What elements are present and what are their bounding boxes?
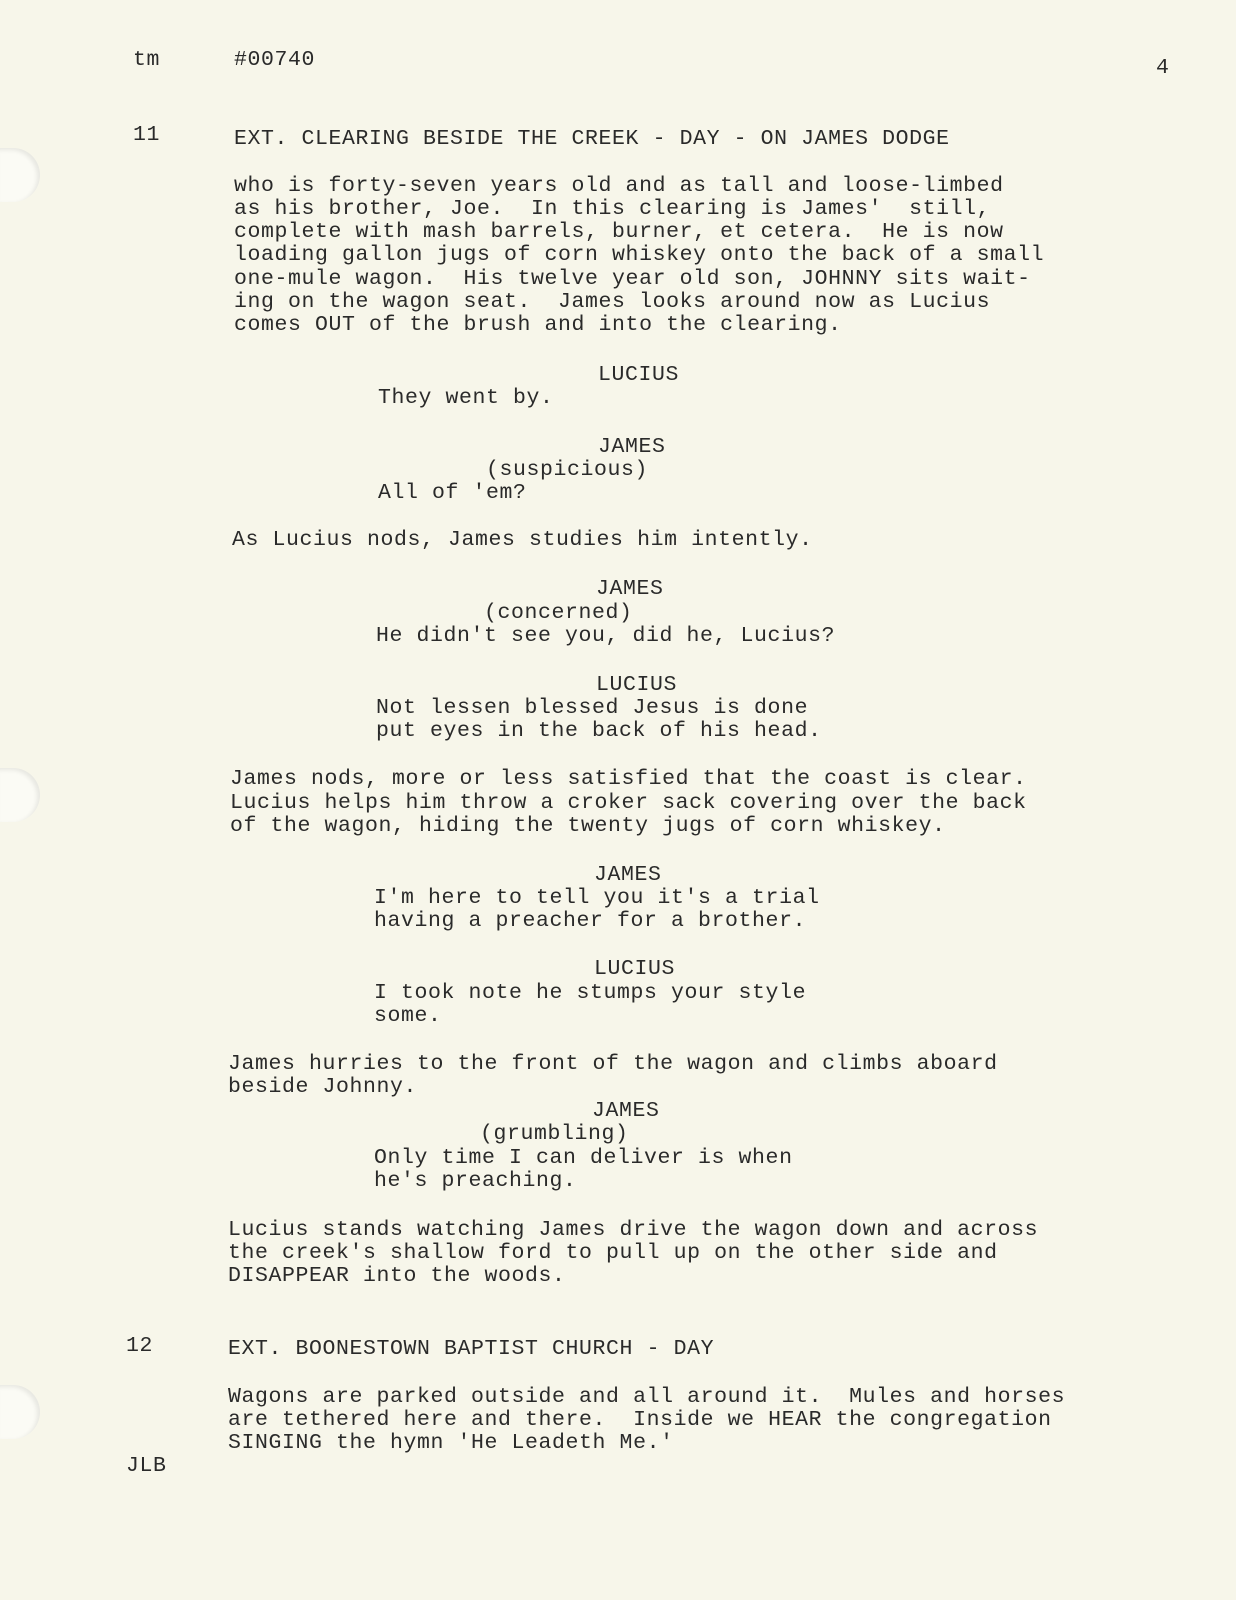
parenthetical: (grumbling) <box>480 1122 629 1146</box>
binder-hole <box>0 148 40 202</box>
action-line: As Lucius nods, James studies him intently. <box>232 528 813 552</box>
dialogue-line: put eyes in the back of his head. <box>376 719 822 743</box>
binder-hole <box>0 768 40 822</box>
binder-hole <box>0 1385 40 1439</box>
dialogue-line: having a preacher for a brother. <box>374 909 807 933</box>
action-line: of the wagon, hiding the twenty jugs of corn whiskey. <box>230 814 946 838</box>
character-name: JAMES <box>594 863 662 887</box>
action-line: Wagons are parked outside and all around it. Mules and horses <box>228 1385 1066 1409</box>
parenthetical: (suspicious) <box>486 458 649 482</box>
footer-initials: JLB <box>126 1454 167 1478</box>
action-line: Lucius stands watching James drive the wagon down and across <box>228 1218 1039 1242</box>
action-line: comes OUT of the brush and into the clearing. <box>234 313 842 337</box>
dialogue-line: He didn't see you, did he, Lucius? <box>376 624 836 648</box>
script-code: #00740 <box>234 48 316 72</box>
character-name: JAMES <box>592 1099 660 1123</box>
character-name: LUCIUS <box>594 957 676 981</box>
dialogue-line: They went by. <box>378 386 554 410</box>
parenthetical: (concerned) <box>484 601 633 625</box>
dialogue-line: Not lessen blessed Jesus is done <box>376 696 809 720</box>
action-line: are tethered here and there. Inside we HEAR the congregation <box>228 1408 1052 1432</box>
action-line: James hurries to the front of the wagon and climbs aboard <box>228 1052 998 1076</box>
page-number: 4 <box>1156 56 1170 80</box>
dialogue-line: some. <box>374 1004 442 1028</box>
action-line: who is forty-seven years old and as tall and loose-limbed <box>234 174 1004 198</box>
character-name: JAMES <box>598 435 666 459</box>
dialogue-line: All of 'em? <box>378 481 527 505</box>
character-name: LUCIUS <box>596 673 678 697</box>
action-line: loading gallon jugs of corn whiskey onto the back of a small <box>234 243 1045 267</box>
header-initials: tm <box>133 48 161 72</box>
dialogue-line: I'm here to tell you it's a trial <box>374 886 820 910</box>
action-line: beside Johnny. <box>228 1075 418 1099</box>
dialogue-line: he's preaching. <box>374 1169 577 1193</box>
scene-number: 11 <box>133 123 161 147</box>
dialogue-line: I took note he stumps your style <box>374 981 807 1005</box>
scene-heading: EXT. CLEARING BESIDE THE CREEK - DAY - ON JAMES DODGE <box>234 127 950 151</box>
action-line: one-mule wagon. His twelve year old son, JOHNNY sits wait- <box>234 267 1031 291</box>
scene-number: 12 <box>126 1334 154 1358</box>
character-name: LUCIUS <box>598 363 680 387</box>
dialogue-line: Only time I can deliver is when <box>374 1146 793 1170</box>
action-line: as his brother, Joe. In this clearing is James' still, <box>234 197 991 221</box>
action-line: ing on the wagon seat. James looks around now as Lucius <box>234 290 991 314</box>
scene-heading: EXT. BOONESTOWN BAPTIST CHURCH - DAY <box>228 1337 715 1361</box>
action-line: Lucius helps him throw a croker sack covering over the back <box>230 791 1027 815</box>
action-line: the creek's shallow ford to pull up on the other side and <box>228 1241 998 1265</box>
action-line: complete with mash barrels, burner, et cetera. He is now <box>234 220 1004 244</box>
action-line: James nods, more or less satisfied that the coast is clear. <box>230 767 1027 791</box>
action-line: DISAPPEAR into the woods. <box>228 1264 566 1288</box>
action-line: SINGING the hymn 'He Leadeth Me.' <box>228 1431 674 1455</box>
character-name: JAMES <box>596 577 664 601</box>
